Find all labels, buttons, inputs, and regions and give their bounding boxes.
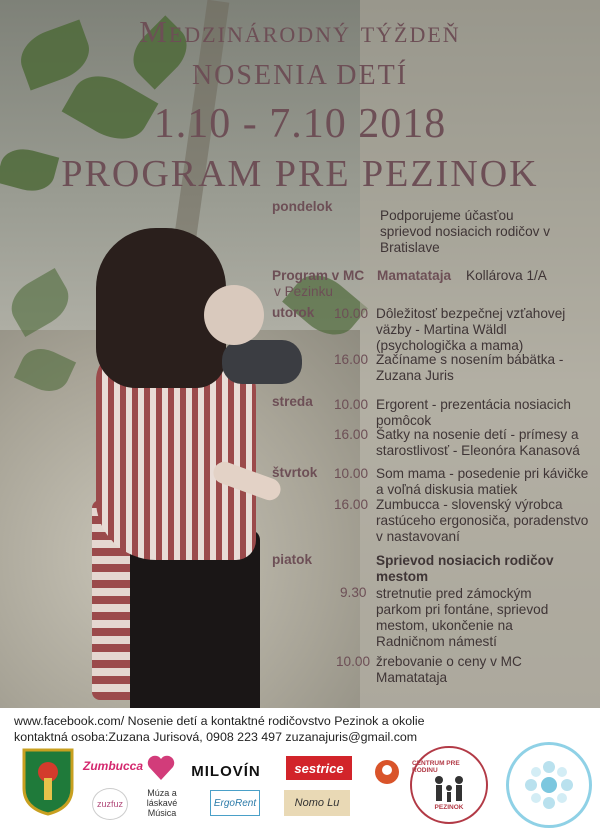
utorok-item-2: Začíname s nosením bábätka - Zuzana Juris [376, 352, 564, 383]
stvrtok-item-1: Som mama - posedenie pri kávičke a voľná diskusia matiek [376, 466, 589, 497]
facebook-line: www.facebook.com/ Nosenie detí a kontaktné rodičovstvo Pezinok a okolie [14, 714, 425, 728]
time-streda-2: 16.00 [334, 427, 369, 442]
venue-prefix: Program v MC [272, 268, 365, 283]
streda-item-1: Ergorent - prezentácia nosiacich pomôcok [376, 397, 571, 428]
pondelok-text: Podporujeme účasťou sprievod nosiacich rodičov v Bratislave [380, 208, 551, 255]
utorok-item-1: Dôležitosť bezpečnej vzťahovej väzby - Martina Wäldl (psychologička a mama) [376, 306, 566, 353]
piatok-headline: Sprievod nosiacich rodičov mestom [376, 553, 554, 584]
family-icon [429, 774, 469, 804]
centrum-pre-rodinu-logo [410, 746, 488, 824]
time-piatok-2: 10.00 [336, 654, 371, 669]
time-utorok-1: 10.00 [334, 306, 369, 321]
centrum-line2: PEZINOK [434, 803, 464, 811]
event-title-line2: NOSENIA DETÍ [191, 60, 409, 91]
time-utorok-2: 16.00 [334, 352, 369, 367]
sestrice-logo: sestrice [286, 756, 352, 780]
day-label-streda: streda [272, 394, 313, 409]
event-title-line1: Medzinárodný týždeň [139, 14, 461, 49]
venue-name: Mamatataja [377, 268, 452, 283]
time-stvrtok-1: 10.00 [334, 466, 369, 481]
babywearing-week-logo-icon [506, 742, 592, 828]
pezinok-coat-of-arms-icon [22, 748, 74, 816]
baby-body [222, 340, 302, 384]
time-stvrtok-2: 16.00 [334, 497, 369, 512]
day-label-utorok: utorok [272, 305, 315, 320]
milovin-logo: MILOVÍN [191, 762, 261, 780]
ergorent-logo: ErgoRent [210, 790, 260, 816]
stvrtok-item-2: Zumbucca - slovenský výrobca rastúceho ergonosiča, poradenstvo v nastavovaní [376, 497, 589, 544]
piatok-item-2: žrebovanie o ceny v MC Mamatataja [376, 654, 522, 685]
venue-address: Kollárova 1/A [466, 268, 547, 283]
zumbucca-logo: Zumbucca [83, 759, 144, 773]
footer [0, 708, 600, 834]
time-piatok-1: 9.30 [340, 585, 367, 600]
piatok-item-1: stretnutie pred zámockým parkom pri fontáne, sprievod mestom, ukončenie na Radničnom námestí [376, 586, 549, 649]
day-label-stvrtok: štvrtok [272, 465, 318, 480]
noma-logo-icon [372, 758, 402, 794]
time-streda-1: 10.00 [334, 397, 369, 412]
leaf-icon [3, 268, 77, 337]
nomalu-logo: Nomo Lu [284, 790, 350, 816]
contact-line: kontaktná osoba:Zuzana Jurisová, 0908 223 497 zuzanajuris@gmail.com [14, 730, 418, 744]
baby-head [204, 285, 264, 345]
day-label-piatok: piatok [272, 552, 313, 567]
centrum-line1: CENTRUM PRE RODINU [412, 759, 460, 774]
day-label-pondelok: pondelok [272, 199, 333, 214]
musica-heart-icon [146, 754, 176, 782]
venue-city: v Pezinku [274, 284, 333, 299]
event-dates: 1.10 - 7.10 2018 [153, 101, 447, 147]
musica-logo: Múza a láskavé Música [146, 788, 178, 818]
streda-item-2: Šatky na nosenie detí - prímesy a starostlivosť - Eleonóra Kanasová [376, 427, 580, 458]
program-title: PROGRAM PRE PEZINOK [61, 153, 539, 195]
zuzfuz-logo: zuzfuz [92, 788, 128, 820]
